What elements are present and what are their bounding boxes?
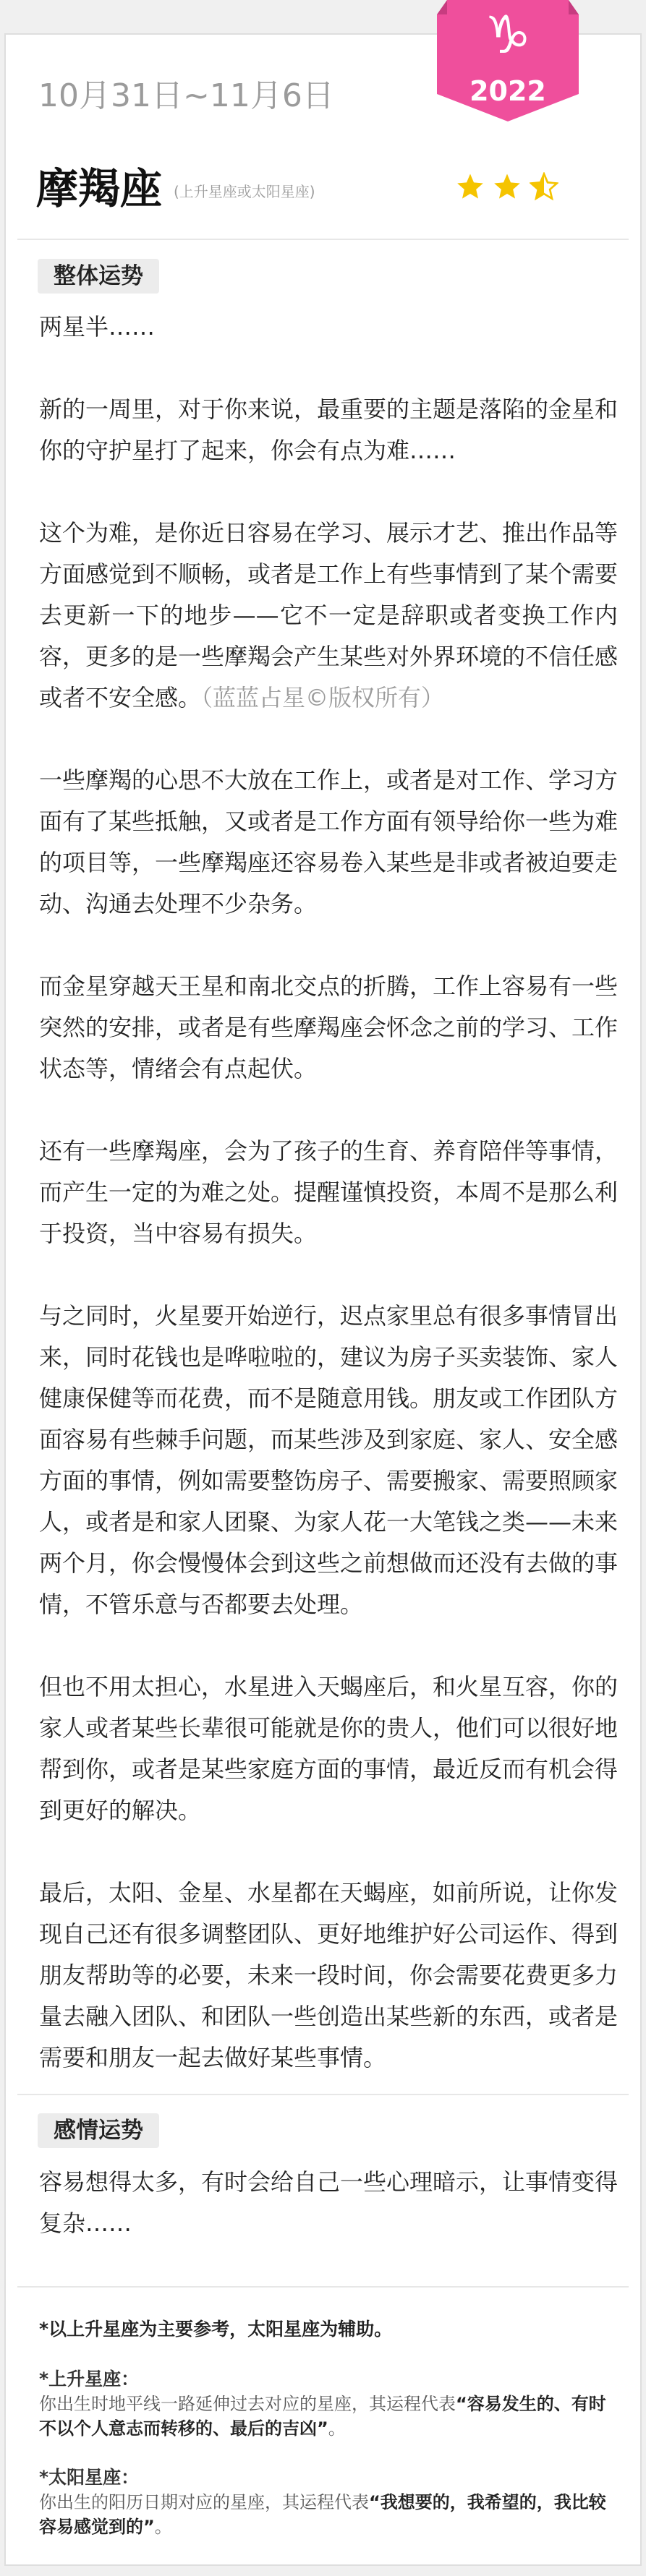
footnote-main: *以上升星座为主要参考，太阳星座为辅助。 <box>39 2319 393 2340</box>
divider <box>17 2094 629 2095</box>
paragraph: 而金星穿越天王星和南北交点的折腾，工作上容易有一些突然的安排，或者是有些摩羯座会怀念之前的学习、工作状态等，情绪会有点起伏。 <box>39 972 619 1082</box>
paragraph: 两星半…… <box>39 313 156 341</box>
star-full-icon <box>493 172 522 201</box>
paragraph: 容易想得太多，有时会给自己一些心理暗示，让事情变得复杂…… <box>39 2168 619 2237</box>
divider <box>17 2286 629 2288</box>
footnote-quote: “我想要的，我希望的，我比较容易感觉到的” <box>39 2492 606 2537</box>
footnote-end: 。 <box>154 2517 172 2537</box>
date-range: 10月31日~11月6日 <box>38 77 334 114</box>
footnote-end: 。 <box>328 2418 346 2439</box>
capricorn-icon: ♑ <box>484 4 532 65</box>
star-rating <box>456 172 564 205</box>
footnote-quote: “容易发生的、有时不以个人意志而转移的、最后的吉凶” <box>39 2394 606 2439</box>
footnote-sun-text <box>39 2490 618 2539</box>
star-half-icon <box>530 172 558 201</box>
paragraph: 最后，太阳、金星、水星都在天蝎座，如前所说，让你发现自己还有很多调整团队、更好地维护好公司运作、得到朋友帮助等的必要，未来一段时间，你会需要花费更多力量去融入团队、和团队一些创造出某些新的东西，或者是需要和朋友一起去做好某些事情。 <box>39 1879 619 2071</box>
copyright-note: （蓝蓝占星©版权所有） <box>201 684 445 711</box>
overall-text <box>39 307 618 2079</box>
paragraph: 还有一些摩羯座，会为了孩子的生育、养育陪伴等事情，而产生一定的为难之处。提醒谨慎投资，本周不是那么利于投资，当中容易有损失。 <box>39 1137 619 1247</box>
zodiac-ribbon-badge <box>437 0 579 123</box>
sign-title: 摩羯座 <box>36 164 163 213</box>
divider <box>17 239 629 240</box>
section-label-overall: 整体运势 <box>38 259 159 294</box>
footnote-sun-title: *太阳星座： <box>39 2467 140 2488</box>
paragraph: 一些摩羯的心思不大放在工作上，或者是对工作、学习方面有了某些抵触，又或者是工作方面有领导给你一些为难的项目等，一些摩羯座还容易卷入某些是非或者被迫要走动、沟通去处理不少杂务。 <box>39 766 619 917</box>
section-label-love: 感情运势 <box>38 2113 159 2148</box>
footnote-text: 你出生的阳历日期对应的星座，其运程代表 <box>39 2492 369 2512</box>
footnote-rising-text <box>39 2392 618 2441</box>
year-label: 2022 <box>469 75 546 107</box>
sign-note: (上升星座或太阳星座) <box>174 183 315 200</box>
paragraph: 与之同时，火星要开始逆行，迟点家里总有很多事情冒出来，同时花钱也是哗啦啦的，建议为房子买卖装饰、家人健康保健等而花费，而不是随意用钱。朋友或工作团队方面容易有些棘手问题，而某些涉及到家庭、家人、安全感方面的事情，例如需要整饬房子、需要搬家、需要照顾家人，或者是和家人团聚、为家人花一大笔钱之类——未来两个月，你会慢慢体会到这些之前想做而还没有去做的事情，不管乐意与否都要去处理。 <box>39 1302 619 1618</box>
footnotes <box>39 2316 618 2539</box>
paragraph: 但也不用太担心，水星进入天蝎座后，和火星互容，你的家人或者某些长辈很可能就是你的贵人，他们可以很好地帮到你，或者是某些家庭方面的事情，最近反而有机会得到更好的解决。 <box>39 1673 619 1824</box>
star-full-icon <box>456 172 485 201</box>
paragraph-text: 这个为难，是你近日容易在学习、展示才艺、推出作品等方面感觉到不顺畅，或者是工作上有些事情到了某个需要去更新一下的地步——它不一定是辞职或者变换工作内容，更多的是一些摩羯会产生某些对外界环境的不信任感或者不安全感。 <box>39 519 619 711</box>
paragraph: 新的一周里，对于你来说，最重要的主题是落陷的金星和你的守护星打了起来，你会有点为难…… <box>39 395 619 464</box>
footnote-rising-title: *上升星座： <box>39 2369 140 2389</box>
footnote-text: 你出生时地平线一路延伸过去对应的星座，其运程代表 <box>39 2394 456 2414</box>
paragraph <box>39 513 618 719</box>
love-text <box>39 2162 618 2244</box>
